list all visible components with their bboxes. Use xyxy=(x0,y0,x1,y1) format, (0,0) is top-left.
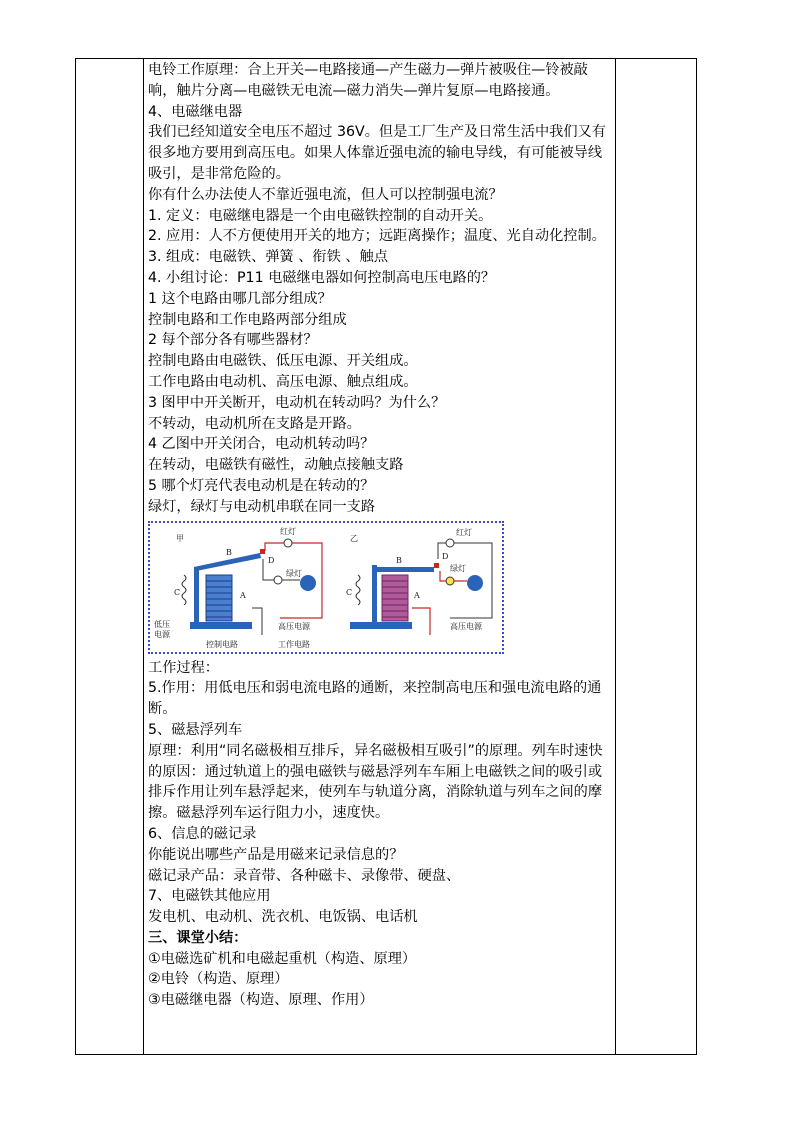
summary-item: ③电磁继电器（构造、原理、作用） xyxy=(148,992,374,1009)
paragraph: 工作过程： xyxy=(148,659,219,676)
paragraph: 磁记录产品：录音带、各种磁卡、录像带、硬盘、 xyxy=(148,867,461,884)
paragraph: 你有什么办法使人不靠近强电流，但人可以控制强电流？ xyxy=(148,186,503,203)
contact xyxy=(434,563,439,568)
armature xyxy=(372,567,434,572)
label-d: D xyxy=(442,551,449,561)
paragraph: 4 乙图中开关闭合，电动机转动吗？ xyxy=(148,436,375,453)
section-heading: 6、信息的磁记录 xyxy=(148,825,257,842)
spring xyxy=(356,575,360,605)
relay-diagram-left xyxy=(154,526,322,649)
paragraph: 发电机、电动机、洗衣机、电饭锅、电话机 xyxy=(148,909,418,926)
paragraph: 绿灯，绿灯与电动机串联在同一支路 xyxy=(148,498,376,515)
red-lamp-label: 红灯 xyxy=(456,527,472,537)
paragraph: 在转动，电磁铁有磁性，动触点接触支路 xyxy=(148,457,404,474)
relay-diagram-right xyxy=(346,527,492,635)
paragraph: 不转动，电动机所在支路是开路。 xyxy=(148,415,361,432)
label-c: C xyxy=(174,587,181,597)
electromagnet-coil xyxy=(382,575,408,621)
summary-heading: 三、课堂小结： xyxy=(148,929,248,946)
paragraph: 4. 小组讨论：P11 电磁继电器如何控制高电压电路的？ xyxy=(148,269,496,286)
label-a: A xyxy=(414,590,420,600)
paragraph: 原理：利用“同名磁极相互排斥，异名磁极相互吸引”的原理。列车时速快的原因：通过轨道上的强电磁铁与磁悬浮列车车厢上电磁铁之间的吸引或排斥作用让列车悬浮起来，使列车与轨道分离，消除轨道与列车之间的摩擦。磁悬浮列车运行阻力小，速度快。 xyxy=(148,742,603,822)
green-lamp-label: 绿灯 xyxy=(286,568,302,578)
paragraph: 1 这个电路由哪几部分组成？ xyxy=(148,290,332,307)
control-circuit-label: 控制电路 xyxy=(206,639,238,649)
paragraph: 3. 组成：电磁铁、弹簧 、衔铁 、触点 xyxy=(148,249,388,266)
paragraph: 5.作用：用低电压和弱电流电路的通断，来控制高电压和强电流电路的通断。 xyxy=(148,680,602,718)
paragraph: 工作电路由电动机、高压电源、触点组成。 xyxy=(148,373,418,390)
label-c: C xyxy=(346,587,353,597)
paragraph: 1. 定义：电磁继电器是一个由电磁铁控制的自动开关。 xyxy=(148,207,493,224)
relay-circuit-figure xyxy=(148,521,504,654)
label-b: B xyxy=(396,555,402,565)
green-lamp-icon xyxy=(274,576,282,584)
paragraph: 2 每个部分各有哪些器材？ xyxy=(148,332,318,349)
summary-item: ②电铃（构造、原理） xyxy=(148,971,289,988)
relay-base xyxy=(350,622,412,629)
section-heading: 5、磁悬浮列车 xyxy=(148,721,243,738)
table-column-divider xyxy=(143,59,144,1054)
electromagnet-coil xyxy=(206,575,232,621)
paragraph: 你能说出哪些产品是用磁来记录信息的？ xyxy=(148,846,404,863)
paragraph: 我们已经知道安全电压不超过 36V。但是工厂生产及日常生活中我们又有很多地方要用到高压电。如果人体靠近强电流的输电导线，有可能被导线吸引，是非常危险的。 xyxy=(148,124,606,182)
paragraph: 5 哪个灯亮代表电动机是在转动的？ xyxy=(148,477,375,494)
red-lamp-icon xyxy=(284,539,292,547)
table-column-divider xyxy=(615,59,616,1054)
motor-icon xyxy=(467,575,483,591)
red-lamp-icon xyxy=(446,539,454,547)
panel-label: 乙 xyxy=(350,533,358,543)
relay-base xyxy=(190,622,252,629)
lesson-content xyxy=(148,60,610,1011)
high-power-label: 高压电源 xyxy=(450,621,482,631)
green-lamp-icon xyxy=(446,577,454,585)
low-power-label-2: 电源 xyxy=(154,629,170,639)
work-circuit-label: 工作电路 xyxy=(278,639,310,649)
summary-item: ①电磁选矿机和电磁起重机（构造、原理） xyxy=(148,950,417,967)
red-lamp-label: 红灯 xyxy=(280,526,296,536)
high-power-label: 高压电源 xyxy=(278,621,310,631)
panel-label: 甲 xyxy=(176,533,184,543)
paragraph: 控制电路由电磁铁、低压电源、开关组成。 xyxy=(148,353,418,370)
paragraph: 3 图甲中开关断开，电动机在转动吗？为什么？ xyxy=(148,394,446,411)
motor-icon xyxy=(300,575,316,591)
relay-frame xyxy=(194,567,199,623)
low-power-label: 低压 xyxy=(154,619,170,629)
paragraph: 控制电路和工作电路两部分组成 xyxy=(148,311,347,328)
label-a: A xyxy=(240,590,246,600)
label-d: D xyxy=(268,555,275,565)
green-lamp-label: 绿灯 xyxy=(450,563,466,573)
label-b: B xyxy=(226,547,232,557)
contact xyxy=(260,549,265,554)
section-heading: 7、电磁铁其他应用 xyxy=(148,888,271,905)
spring xyxy=(182,575,186,605)
section-heading: 4、电磁继电器 xyxy=(148,103,243,120)
paragraph: 2. 应用：人不方便使用开关的地方；远距离操作；温度、光自动化控制。 xyxy=(148,228,606,245)
relay-diagram xyxy=(150,523,502,652)
paragraph: 电铃工作原理：合上开关—电路接通—产生磁力—弹片被吸住—铃被敲响，触片分离—电磁铁无电流—磁力消失—弹片复原—电路接通。 xyxy=(148,62,588,99)
relay-frame xyxy=(372,565,377,623)
